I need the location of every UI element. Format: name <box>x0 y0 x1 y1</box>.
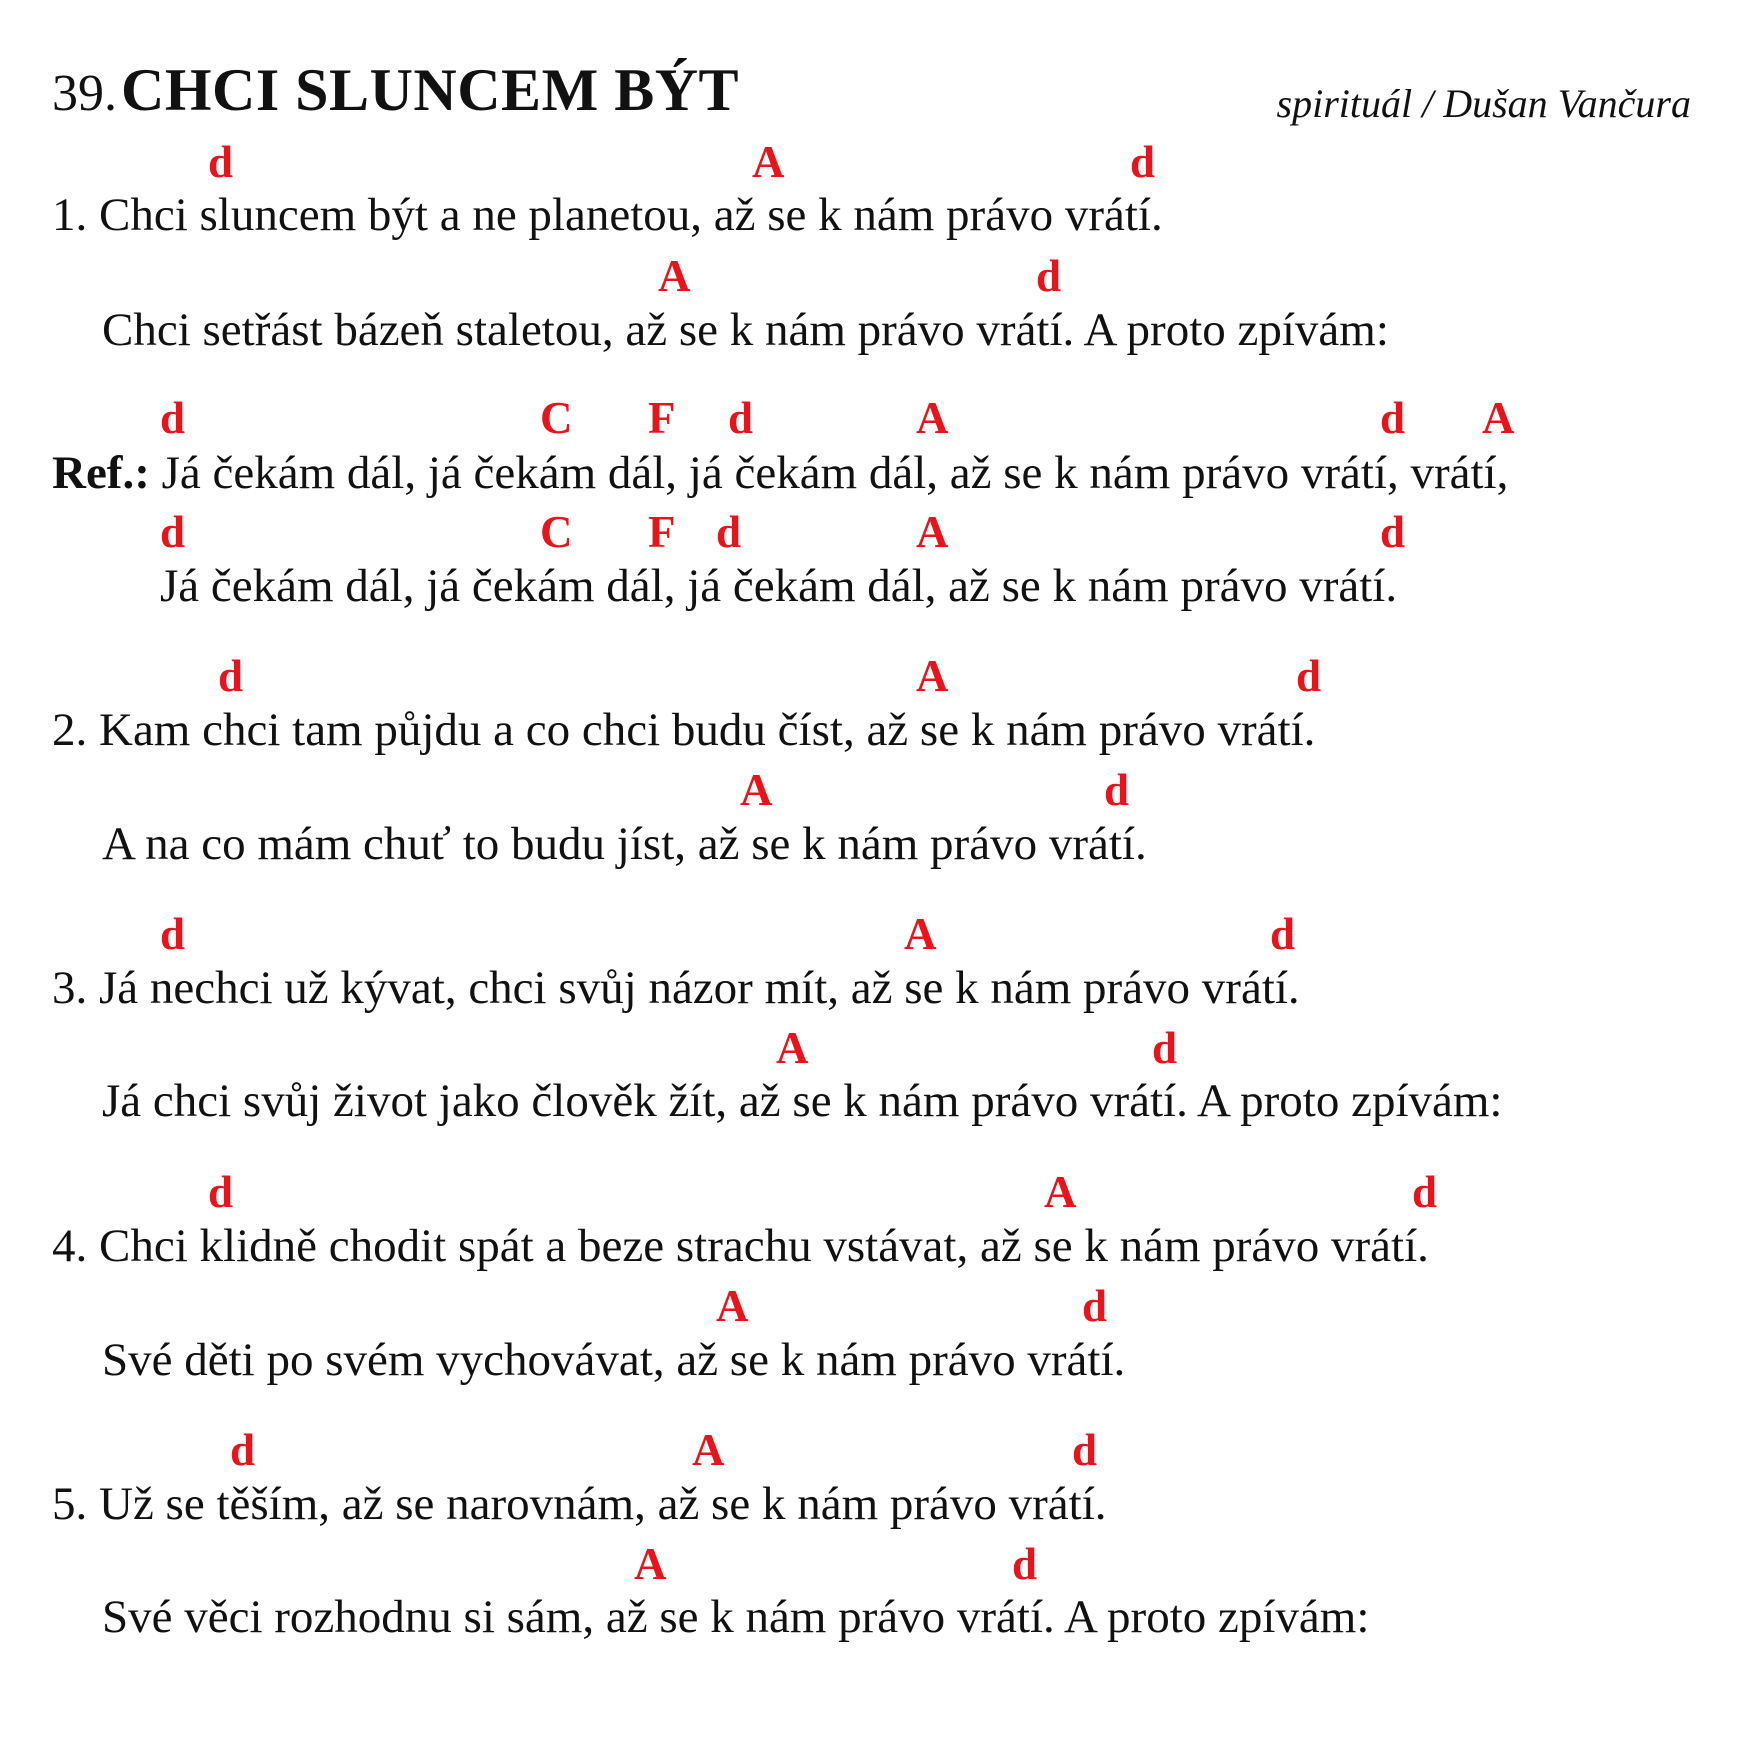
chord: d <box>1130 137 1156 187</box>
chord: d <box>1380 393 1406 443</box>
chord: A <box>916 393 949 443</box>
chord: d <box>160 507 186 557</box>
refrain-line-2: Já čekám dál, já čekám dál, já čekám dál, až se k nám právo vrátí. <box>160 560 1398 612</box>
chord: d <box>230 1425 256 1475</box>
song-header <box>52 56 739 136</box>
chord: A <box>904 909 937 959</box>
verse-3-line-2: Já chci svůj život jako člověk žít, až se k nám právo vrátí. A proto zpívám: <box>102 1075 1503 1127</box>
chord: d <box>208 1167 234 1217</box>
chord: d <box>728 393 754 443</box>
chord: d <box>1152 1023 1178 1073</box>
chord: d <box>1380 507 1406 557</box>
chord: d <box>218 651 244 701</box>
chord: A <box>1482 393 1515 443</box>
song-number: 39. <box>52 65 117 122</box>
chord: d <box>208 137 234 187</box>
chord: F <box>648 507 676 557</box>
verse-3-line-1: 3. Já nechci už kývat, chci svůj názor mít, až se k nám právo vrátí. <box>52 962 1300 1014</box>
chord: A <box>916 651 949 701</box>
chord: d <box>160 909 186 959</box>
verse-2-line-1: 2. Kam chci tam půjdu a co chci budu číst, až se k nám právo vrátí. <box>52 704 1316 756</box>
chord: A <box>658 251 691 301</box>
refrain-label: Ref.: <box>52 447 150 499</box>
song-title: CHCI SLUNCEM BÝT <box>121 57 740 123</box>
chord: A <box>776 1023 809 1073</box>
chord: d <box>160 393 186 443</box>
chord: d <box>1104 765 1130 815</box>
chord: A <box>740 765 773 815</box>
verse-4-line-2: Své děti po svém vychovávat, až se k nám právo vrátí. <box>102 1334 1126 1386</box>
refrain-line-1 <box>52 447 1509 499</box>
song-attribution: spirituál / Dušan Vančura <box>1276 81 1691 126</box>
chord: F <box>648 393 676 443</box>
chord: A <box>916 507 949 557</box>
chord: d <box>1036 251 1062 301</box>
chord: d <box>1296 651 1322 701</box>
verse-1-line-1: 1. Chci sluncem být a ne planetou, až se k nám právo vrátí. <box>52 189 1163 241</box>
verse-5-line-2: Své věci rozhodnu si sám, až se k nám právo vrátí. A proto zpívám: <box>102 1591 1370 1643</box>
chord: A <box>716 1281 749 1331</box>
chord: A <box>752 137 785 187</box>
verse-1-line-2: Chci setřást bázeň staletou, až se k nám právo vrátí. A proto zpívám: <box>102 304 1389 356</box>
chord: d <box>1270 909 1296 959</box>
chord: d <box>716 507 742 557</box>
chord: C <box>540 507 573 557</box>
chord: C <box>540 393 573 443</box>
verse-4-line-1: 4. Chci klidně chodit spát a beze strachu vstávat, až se k nám právo vrátí. <box>52 1220 1429 1272</box>
verse-5-line-1: 5. Už se těším, až se narovnám, až se k nám právo vrátí. <box>52 1478 1107 1530</box>
chord: d <box>1412 1167 1438 1217</box>
chord: d <box>1012 1539 1038 1589</box>
verse-2-line-2: A na co mám chuť to budu jíst, až se k nám právo vrátí. <box>102 818 1147 870</box>
refrain-line-1-text: Já čekám dál, já čekám dál, já čekám dál, až se k nám právo vrátí, vrátí, <box>161 447 1509 499</box>
chord: A <box>634 1539 667 1589</box>
chord: A <box>1044 1167 1077 1217</box>
chord: A <box>692 1425 725 1475</box>
chord: d <box>1082 1281 1108 1331</box>
chord: d <box>1072 1425 1098 1475</box>
